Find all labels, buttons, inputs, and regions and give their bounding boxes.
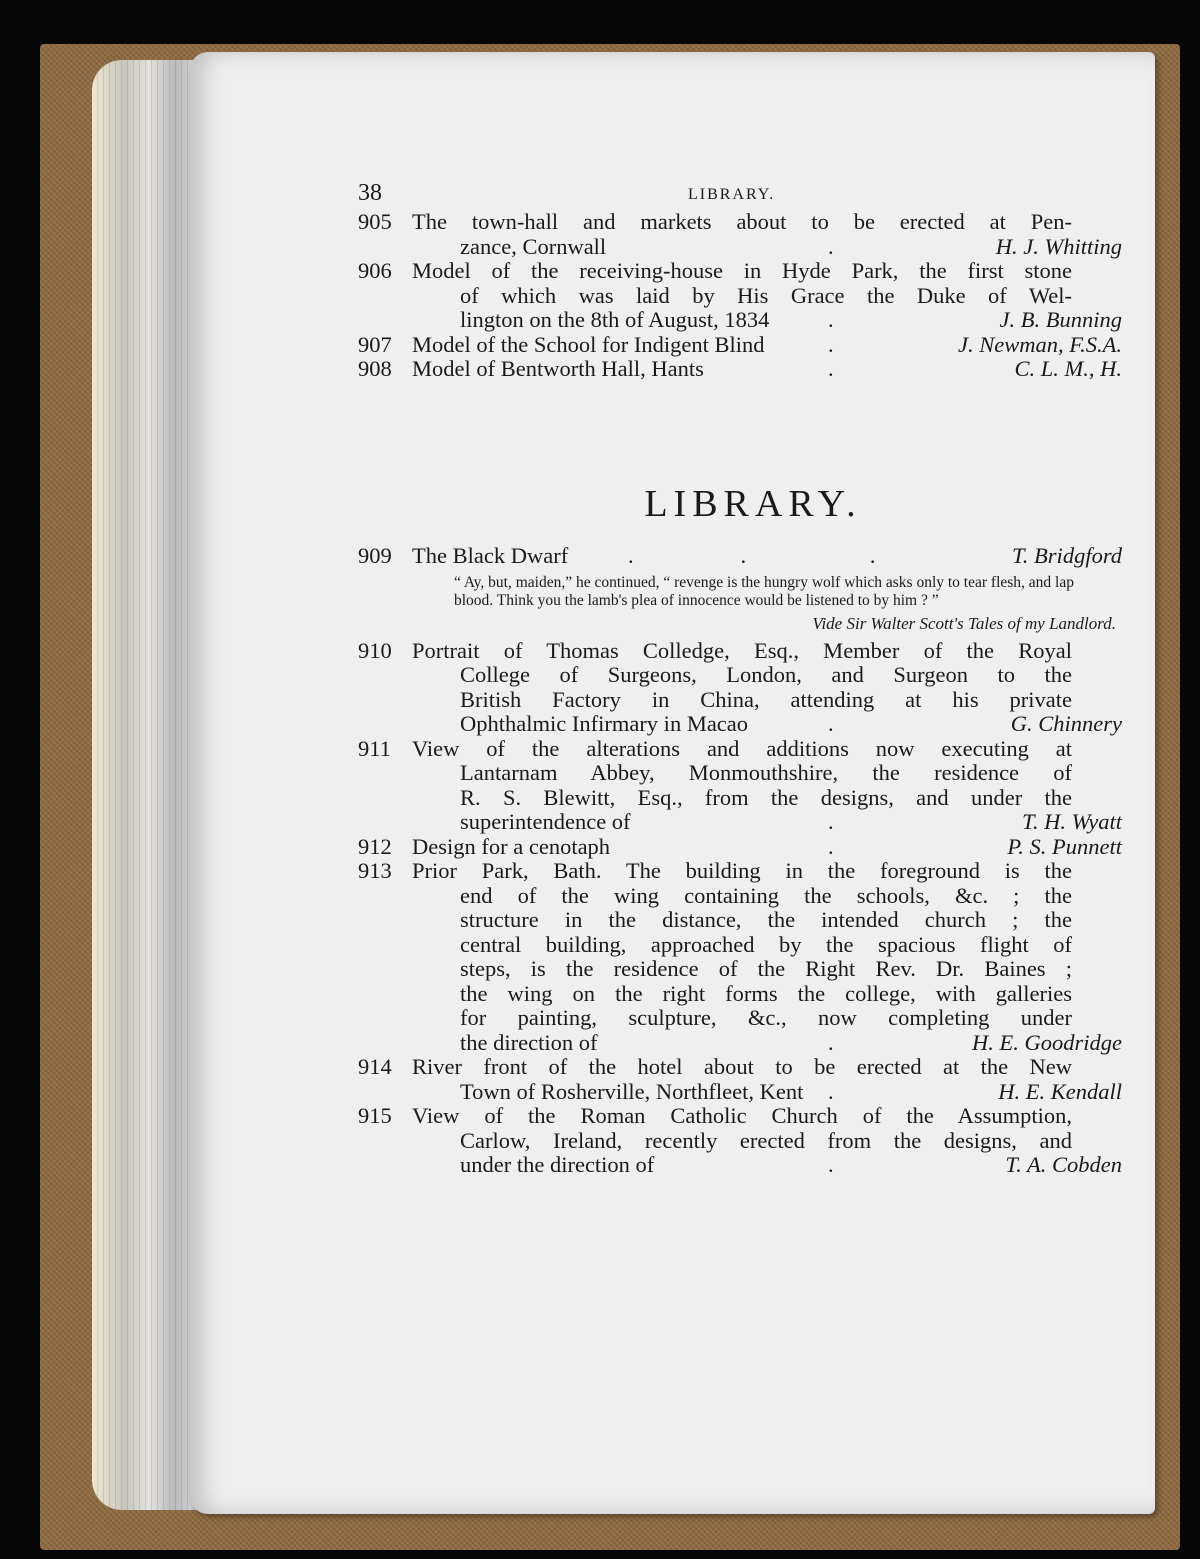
entry-line: College of Surgeons, London, and Surgeon to the — [460, 662, 1072, 687]
catalogue-entry-908 — [358, 357, 1128, 382]
page-number: 38 — [358, 180, 382, 206]
leader-dots: . — [828, 711, 834, 736]
entry-line: Design for a cenotaph . P. S. Punnett — [412, 833, 1122, 859]
leader-dots: . — [828, 809, 834, 834]
catalogue-entry-905 — [358, 210, 1128, 259]
entry-line: Model of the receiving-house in Hyde Park, the first stone — [412, 258, 1072, 283]
entry-line: Model of the School for Indigent Blind . J. Newman, F.S.A. — [412, 331, 1122, 357]
entry-line: zance, Cornwall . H. J. Whitting — [460, 233, 1122, 259]
entry-line — [358, 544, 1128, 569]
entry-line: R. S. Blewitt, Esq., from the designs, and under the — [460, 784, 1072, 810]
entry-artist: T. H. Wyatt — [1021, 809, 1122, 834]
catalogue-entry-911 — [358, 737, 1128, 835]
page-header — [358, 180, 1128, 210]
entry-line: lington on the 8th of August, 1834 . J. B. Bunning — [460, 307, 1122, 332]
entry-number: 911 — [358, 735, 391, 761]
entry-line: The town-hall and markets about to be erected at Pen- — [412, 209, 1072, 234]
entry-line: Prior Park, Bath. The building in the foreground is the — [412, 858, 1072, 883]
catalogue-entry-906 — [358, 259, 1128, 333]
entry-number: 905 — [358, 209, 392, 234]
entry-line: View of the alterations and additions now executing at — [412, 735, 1072, 761]
leader-dots: . — [828, 233, 834, 259]
catalogue-entry-907 — [358, 333, 1128, 358]
entry-line: under the direction of . T. A. Cobden — [460, 1152, 1122, 1177]
entry-artist: J. B. Bunning — [999, 307, 1122, 332]
catalogue-entry-915 — [358, 1104, 1128, 1178]
entry-line: steps, is the residence of the Right Rev. Dr. Baines ; — [460, 956, 1072, 981]
running-head: LIBRARY. — [688, 186, 776, 203]
entries-before — [358, 210, 1128, 382]
catalogue-entry-912 — [358, 835, 1128, 860]
entry-title: The Black Dwarf — [412, 542, 569, 568]
entry-artist: T. Bridgford — [1011, 542, 1122, 568]
entry-number: 913 — [358, 858, 392, 883]
leader-dots: . — [828, 1078, 834, 1104]
entry-artist: C. L. M., H. — [1014, 356, 1122, 381]
entry-line: structure in the distance, the intended church ; the — [460, 907, 1072, 932]
entry-line: Town of Rosherville, Northfleet, Kent . H. E. Kendall — [460, 1078, 1122, 1104]
leader-dots: . — [828, 307, 834, 332]
entry-line: Portrait of Thomas Colledge, Esq., Member of the Royal — [412, 637, 1072, 663]
entry-line: River front of the hotel about to be erected at the New — [412, 1054, 1072, 1079]
page-text — [358, 180, 1128, 1178]
entry-line: British Factory in China, attending at his private — [460, 686, 1072, 712]
leader-dots: . — [828, 1152, 834, 1177]
leader-dots: . — [828, 331, 834, 357]
entry-artist: J. Newman, F.S.A. — [958, 331, 1122, 357]
leader-dots: . — [828, 356, 834, 381]
entry-number: 915 — [358, 1103, 392, 1128]
entry-line: the direction of . H. E. Goodridge — [460, 1029, 1122, 1055]
entry-line: Lantarnam Abbey, Monmouthshire, the residence of — [460, 760, 1072, 785]
entry-line: end of the wing containing the schools, &c. ; the — [460, 882, 1072, 908]
section-title: LIBRARY. — [644, 482, 862, 525]
catalogue-entry-914 — [358, 1055, 1128, 1104]
entry-artist: T. A. Cobden — [1005, 1152, 1122, 1177]
entry-line: central building, approached by the spacious flight of — [460, 931, 1072, 957]
entry-line: View of the Roman Catholic Church of the Assumption, — [412, 1103, 1072, 1128]
entry-artist: H. J. Whitting — [995, 233, 1122, 259]
entry-line: Carlow, Ireland, recently erected from the designs, and — [460, 1127, 1072, 1153]
entry-number: 907 — [358, 331, 392, 357]
entry-number: 906 — [358, 258, 392, 283]
entry-number: 909 — [358, 542, 392, 568]
entry-line: superintendence of . T. H. Wyatt — [460, 809, 1122, 834]
entry-line: for painting, sculpture, &c., now completing under — [460, 1005, 1072, 1030]
entry-number: 910 — [358, 637, 392, 663]
entry-artist: P. S. Punnett — [1007, 833, 1122, 859]
entry-artist: G. Chinnery — [1010, 711, 1122, 736]
entry-line: Ophthalmic Infirmary in Macao . G. Chinnery — [460, 711, 1122, 736]
entry-number: 914 — [358, 1054, 392, 1079]
leader-dots: . — [828, 1029, 834, 1055]
leader-dots: . — [828, 833, 834, 859]
leader-dots: . . . — [628, 542, 876, 568]
catalogue-entry-913 — [358, 859, 1128, 1055]
entry-number: 908 — [358, 356, 392, 381]
entry-line: Model of Bentworth Hall, Hants . C. L. M., H. — [412, 356, 1122, 381]
catalogue-entry-910 — [358, 639, 1128, 737]
entry-quote: “ Ay, but, maiden,” he continued, “ revenge is the hungry wolf which asks only to tear flesh, and lap blood. Think you the lamb's plea of innocence would be listened to by him ? ” — [454, 574, 1074, 609]
entry-artist: H. E. Kendall — [998, 1078, 1122, 1104]
entry-citation: Vide Sir Walter Scott's Tales of my Landlord. — [812, 614, 1116, 633]
entry-number: 912 — [358, 833, 392, 859]
catalogue-entry-909 — [358, 544, 1128, 637]
entry-artist: H. E. Goodridge — [972, 1029, 1122, 1055]
entry-line: the wing on the right forms the college, with galleries — [460, 980, 1072, 1006]
entry-line: of which was laid by His Grace the Duke of Wel- — [460, 282, 1072, 308]
entries-after — [358, 639, 1128, 1178]
